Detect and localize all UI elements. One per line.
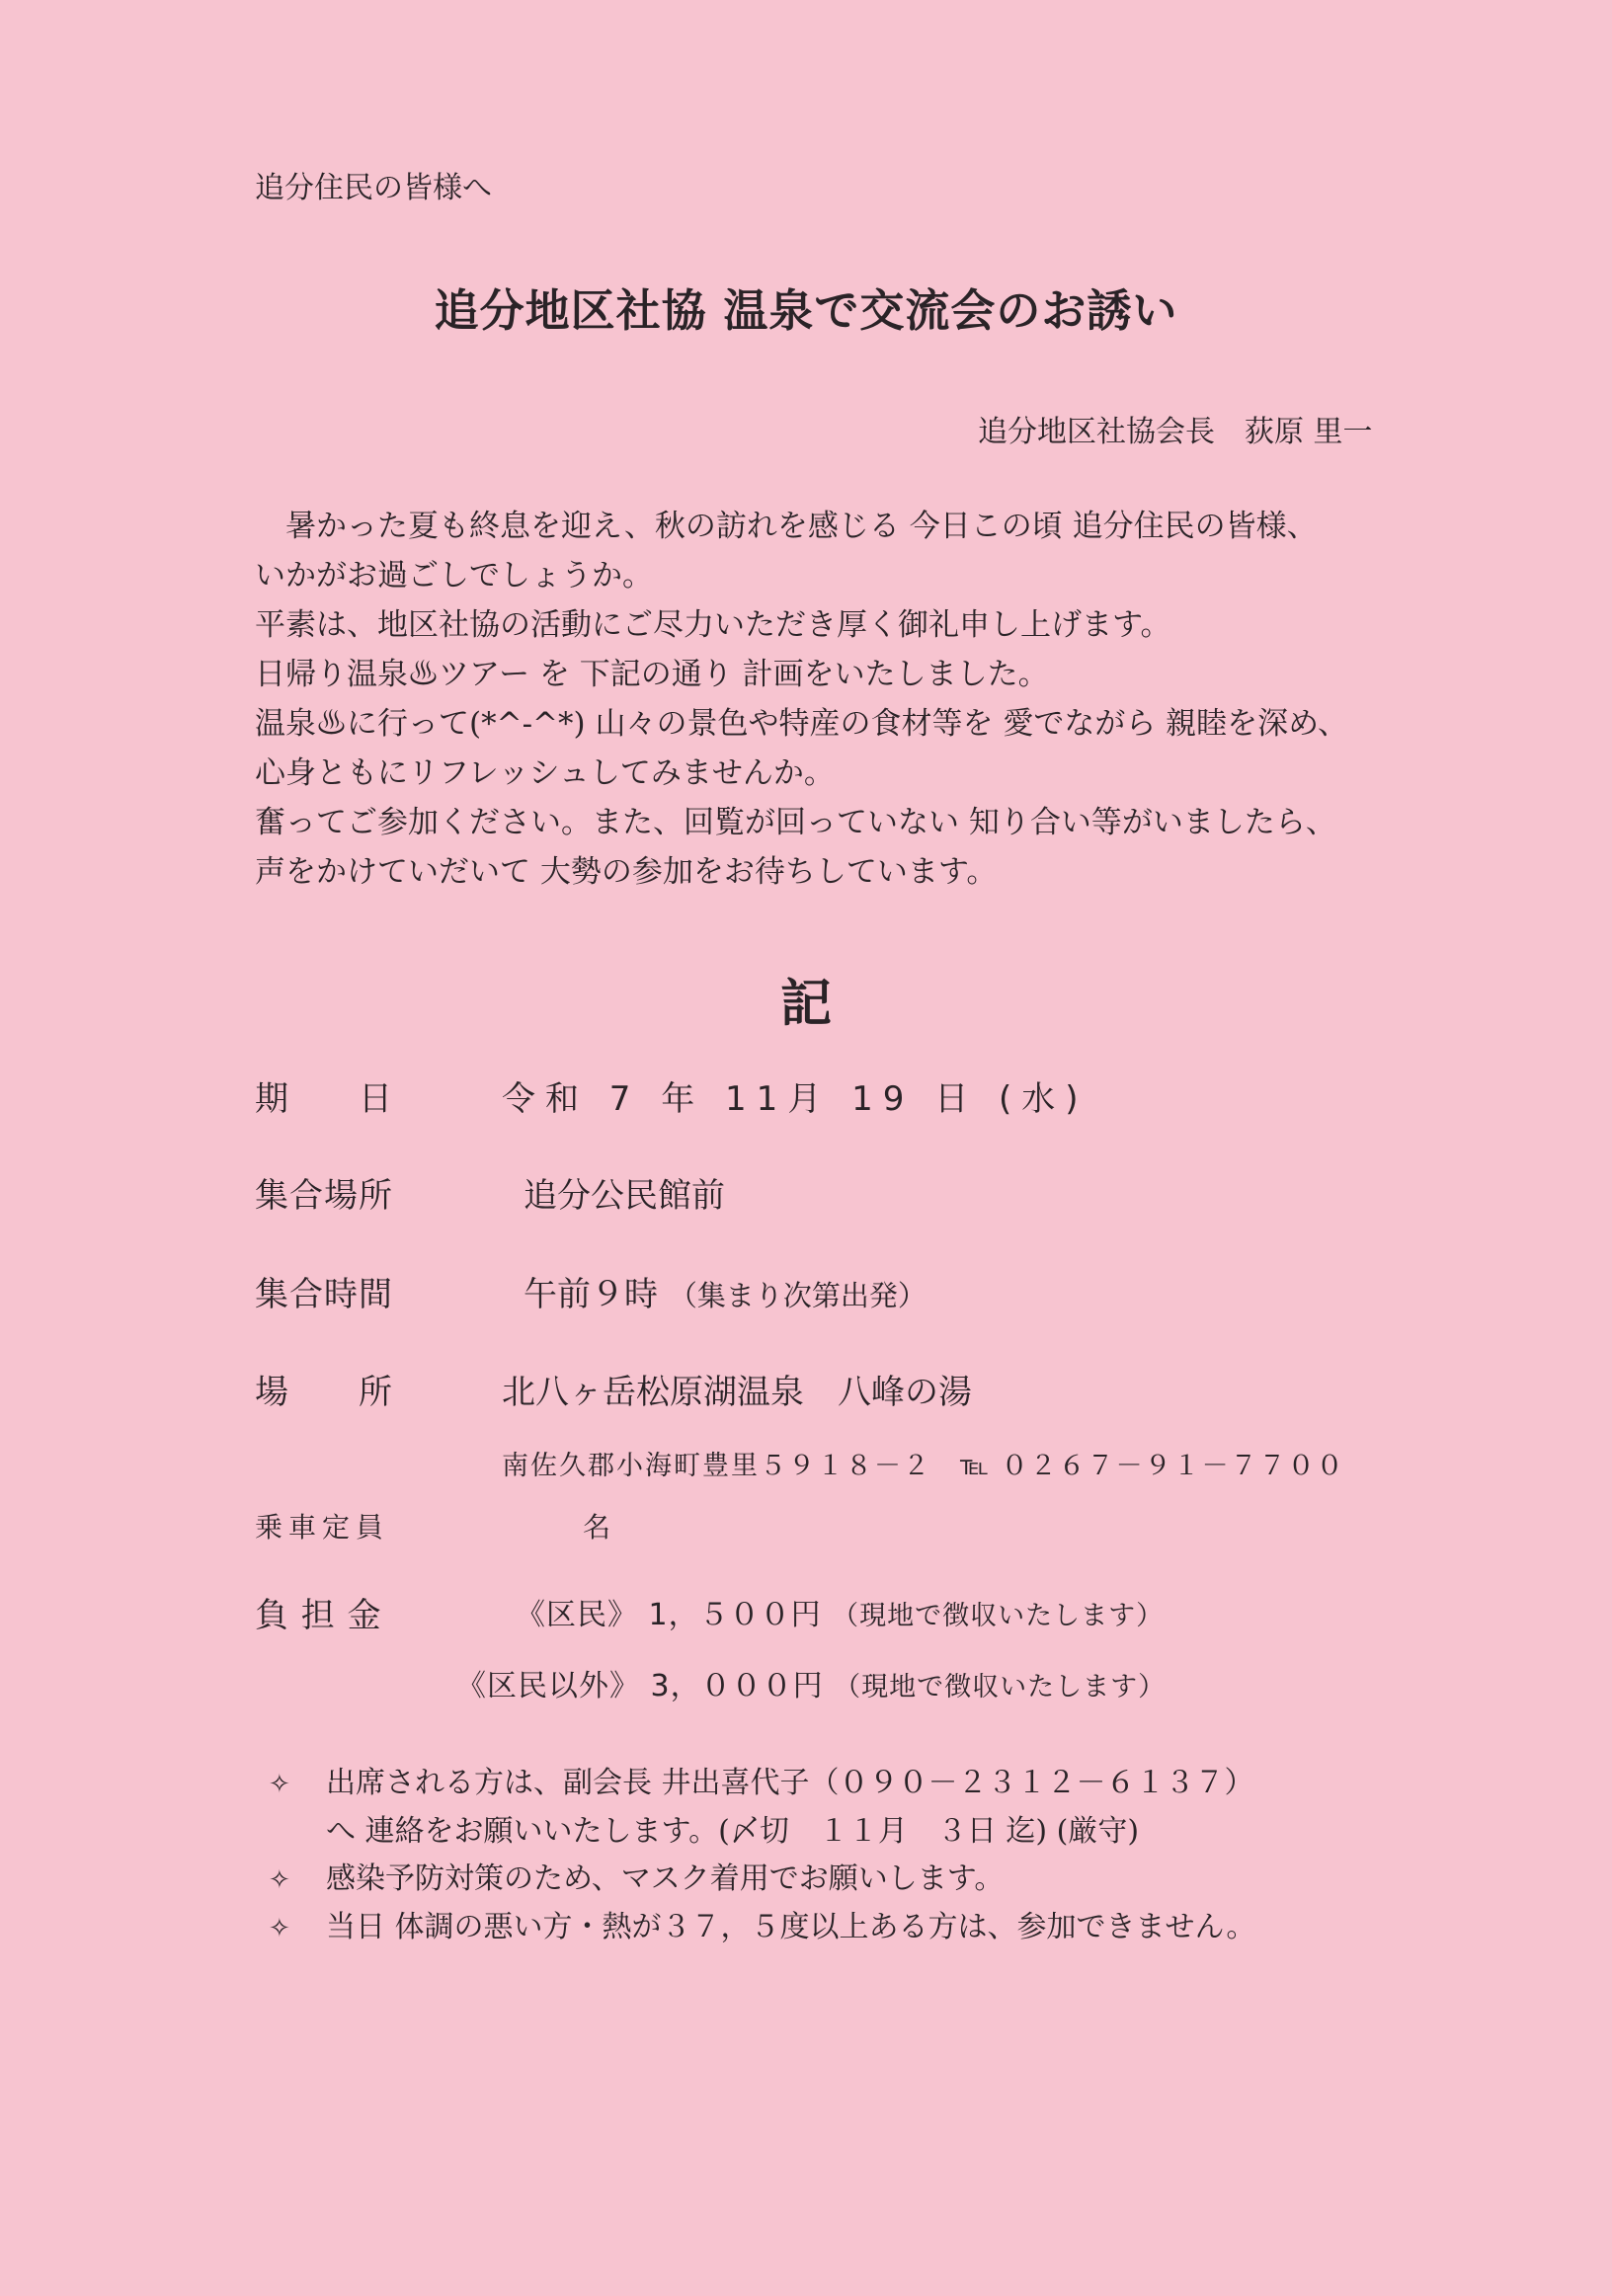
sparkle-bullet-icon: ✧ (269, 1914, 290, 1943)
fee-resident (516, 1590, 1164, 1633)
meeting-time-note: （集まり次第出発） (668, 1279, 927, 1312)
note-text: 出席される方は、副会長 井出喜代子（０９０－２３１２－６１３７） (326, 1766, 1254, 1800)
fee-label: 負 担 金 (255, 1596, 382, 1635)
note-item (269, 1904, 1255, 1952)
meeting-time-value (524, 1267, 927, 1315)
greeting: 追分住民の皆様へ (255, 171, 492, 205)
venue-address: 南佐久郡小海町豊里５９１８－２ ℡ ０２６７－９１－７７００ (502, 1451, 1345, 1481)
note-text: 当日 体調の悪い方・熱が３７，５度以上ある方は、参加できません。 (326, 1910, 1256, 1944)
author-signature: 追分地区社協会長 荻原 里一 (978, 415, 1373, 449)
sparkle-bullet-icon: ✧ (269, 1770, 290, 1799)
document-title: 追分地区社協 温泉で交流会のお誘い (434, 284, 1178, 337)
meeting-place-value: 追分公民館前 (524, 1176, 725, 1216)
capacity-label: 乗車定員 (255, 1511, 390, 1544)
meeting-time-label: 集合時間 (255, 1275, 393, 1314)
body-line: 心身ともにリフレッシュしてみませんか。 (255, 755, 835, 791)
venue-value: 北八ヶ岳松原湖温泉 八峰の湯 (502, 1373, 972, 1412)
fee-nonresident-note: （現地で徴収いたします） (834, 1672, 1167, 1702)
note-text: へ 連絡をお願いいたします。(〆切 １１月 ３日 迄) (厳守) (326, 1814, 1140, 1849)
body-line: 平素は、地区社協の活動にご尽力いただき厚く御礼申し上げます。 (255, 607, 1171, 643)
body-text (255, 502, 1348, 897)
date-value: 令和 7 年 11月 19 日 (水) (502, 1079, 1088, 1119)
fee-nonresident-amount: 《区民以外》 3，０００円 (456, 1669, 824, 1703)
meeting-time: 午前９時 (524, 1275, 658, 1314)
body-line: 奮ってご参加ください。また、回覧が回っていない 知り合い等がいましたら、 (255, 805, 1336, 840)
date-label: 期 日 (255, 1079, 393, 1119)
note-item (269, 1856, 1255, 1904)
body-line: 温泉♨に行って(*^-^*) 山々の景色や特産の食材等を 愛でながら 親睦を深め、 (255, 706, 1348, 742)
body-line: 声をかけていだいて 大勢の参加をお待ちしています。 (255, 854, 998, 890)
body-line: 日帰り温泉♨ツアー を 下記の通り 計画をいたしました。 (255, 657, 1049, 692)
note-item-continued (269, 1808, 1255, 1856)
capacity-value: 名 (583, 1511, 611, 1544)
fee-resident-amount: 《区民》 1，５００円 (516, 1598, 822, 1632)
body-line: 暑かった夏も終息を迎え、秋の訪れを感じる 今日この頃 追分住民の皆様、 (255, 509, 1318, 544)
sparkle-bullet-icon: ✧ (269, 1865, 290, 1895)
meeting-place-label: 集合場所 (255, 1176, 393, 1216)
ki-heading: 記 (779, 975, 832, 1034)
fee-resident-note: （現地で徴収いたします） (832, 1601, 1165, 1631)
note-text: 感染予防対策のため、マスク着用でお願いします。 (326, 1861, 1005, 1896)
fee-nonresident (456, 1661, 1166, 1704)
note-item (269, 1760, 1255, 1808)
venue-label: 場 所 (255, 1373, 393, 1412)
notes-list (269, 1760, 1255, 1952)
body-line: いかがお過ごしでしょうか。 (255, 558, 653, 594)
